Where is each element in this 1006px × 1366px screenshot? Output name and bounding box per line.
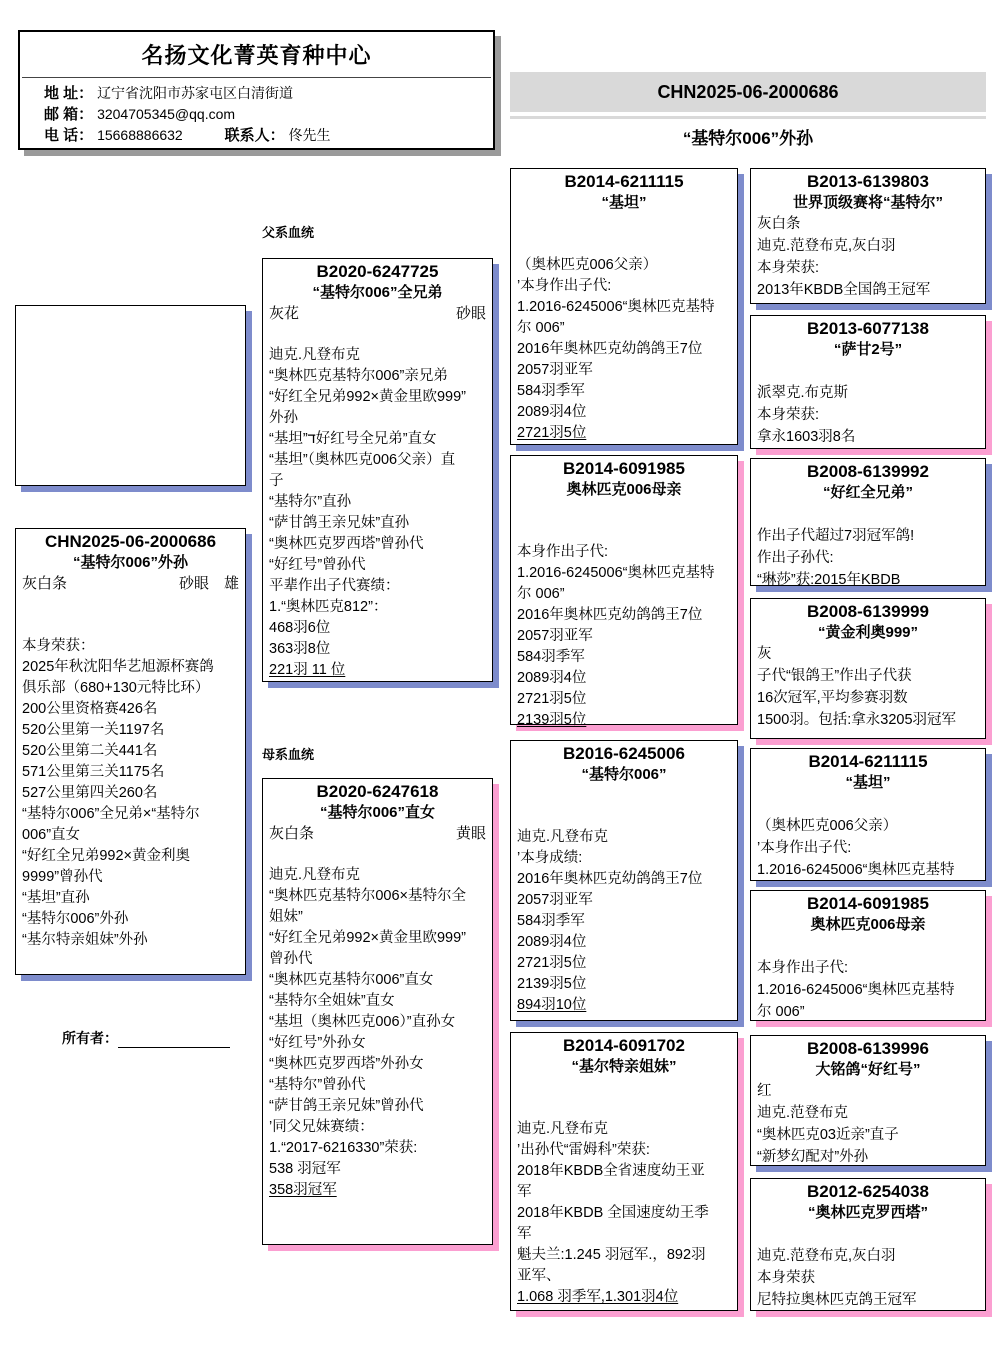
text-line: “奥林匹克罗西塔”外孙女 bbox=[269, 1056, 424, 1072]
text-line: 200公里资格赛426名 bbox=[22, 701, 158, 717]
text-line: 本身作出子代: bbox=[517, 544, 609, 560]
text-line: ’本身作出子代: bbox=[757, 840, 852, 856]
text-line: 2057羽亚军 bbox=[517, 628, 593, 644]
text-line: 曾孙代 bbox=[269, 951, 313, 967]
owner-blank-field bbox=[118, 1033, 230, 1048]
box-lines bbox=[751, 503, 985, 591]
text-line: “基特尔”直孙 bbox=[269, 494, 352, 510]
phone-line bbox=[20, 125, 493, 146]
text-line: 迪克.范登布克 bbox=[757, 1105, 849, 1121]
feather-color: 灰白条 bbox=[22, 575, 68, 592]
ring-number-bar-underline bbox=[510, 116, 986, 119]
text-line: 2057羽亚军 bbox=[517, 362, 593, 378]
text-line: 尔 006” bbox=[517, 320, 565, 336]
text-line: 584羽季军 bbox=[517, 383, 585, 399]
pigeon-name: “基特尔006”直女 bbox=[319, 804, 436, 821]
text-line: 迪克.范登布克,灰白羽 bbox=[757, 1248, 896, 1264]
pigeon-name: “基特尔006”外孙 bbox=[72, 554, 189, 571]
text-line: 迪克.凡登布克 bbox=[517, 1121, 609, 1137]
text-line: 1500羽。包括:拿永3205羽冠军 bbox=[757, 712, 957, 728]
text-line: “好红全兄弟992×黄金里欧999” bbox=[269, 389, 467, 405]
traits-row bbox=[16, 573, 245, 594]
text-line: 本身荣获: bbox=[757, 407, 820, 423]
text-line: 2025年秋沈阳华艺旭源杯赛鸽 bbox=[22, 659, 214, 675]
text-line: 本身作出子代: bbox=[757, 960, 849, 976]
pigeon-name: 奥林匹克006母亲 bbox=[566, 481, 682, 498]
text-line bbox=[757, 935, 979, 957]
text-line: 2139羽5位 bbox=[517, 712, 587, 728]
traits-row bbox=[263, 823, 492, 844]
pigeon-name: “基尔特亲姐妹” bbox=[571, 1058, 677, 1075]
text-line: （奥林匹克006父亲） bbox=[517, 257, 658, 273]
ring-number-bar: CHN2025-06-2000686 bbox=[510, 72, 986, 112]
text-line: 作出子孙代: bbox=[757, 550, 834, 566]
dam-mother-box bbox=[510, 1032, 738, 1311]
ring-number: B2014-6091702 bbox=[563, 1036, 685, 1055]
box-lines bbox=[511, 1077, 737, 1308]
ring-number: B2014-6091985 bbox=[807, 894, 929, 913]
text-line bbox=[517, 521, 731, 542]
ring-number: B2008-6139992 bbox=[807, 462, 929, 481]
ring-number: B2013-6139803 bbox=[807, 172, 929, 191]
text-line: 2057羽亚军 bbox=[517, 892, 593, 908]
text-line: 1.2016-6245006“奥林匹克基特 bbox=[517, 565, 715, 581]
text-line: “琳莎”获:2015年KBDB bbox=[757, 572, 901, 588]
ring-number: B2020-6247725 bbox=[316, 262, 439, 281]
contact-value: 佟先生 bbox=[288, 127, 331, 143]
text-line bbox=[517, 213, 731, 234]
breeding-center-card bbox=[18, 30, 495, 150]
text-line: “奥林匹克罗西塔”曾孙代 bbox=[269, 536, 424, 552]
text-line: “萨甘鸽王亲兄妹”曾孙代 bbox=[269, 1098, 424, 1114]
text-line bbox=[757, 503, 979, 525]
text-line: 本身荣获: bbox=[757, 260, 820, 276]
text-line: 红 bbox=[757, 1083, 772, 1099]
text-line: ’本身作出子代: bbox=[517, 278, 612, 294]
pigeon-name: “奥林匹克罗西塔” bbox=[807, 1204, 928, 1221]
text-line: 2089羽4位 bbox=[517, 404, 587, 420]
text-line: 2016年奥林匹克幼鸽鸽王7位 bbox=[517, 871, 703, 887]
text-line: “基特尔006”外孙 bbox=[22, 911, 129, 927]
text-line: “新梦幻配对”外孙 bbox=[757, 1149, 869, 1165]
text-line: “好红号”外孙女 bbox=[269, 1035, 366, 1051]
text-line: 2721羽5位 bbox=[517, 425, 587, 441]
text-line: 006”直女 bbox=[22, 827, 81, 843]
text-line bbox=[757, 793, 979, 815]
text-line: 姐妹” bbox=[269, 909, 303, 925]
email-line bbox=[20, 104, 493, 125]
text-line: 迪克.凡登布克 bbox=[269, 867, 361, 883]
text-line: 520公里第一关1197名 bbox=[22, 722, 165, 738]
text-line: 584羽季军 bbox=[517, 649, 585, 665]
text-line: “萨甘鸽王亲兄妹”直孙 bbox=[269, 515, 410, 531]
text-line bbox=[22, 615, 239, 636]
great-grandparent-box-5 bbox=[750, 748, 986, 881]
text-line: 2721羽5位 bbox=[517, 691, 587, 707]
ring-number: B2014-6211115 bbox=[564, 172, 684, 191]
dam-box bbox=[262, 778, 493, 1245]
photo-placeholder bbox=[15, 305, 246, 486]
text-line: 2018年KBDB 全国速度幼王季 bbox=[517, 1205, 709, 1221]
text-line bbox=[269, 844, 486, 865]
feather-color: 灰白条 bbox=[269, 825, 315, 842]
pigeon-name: “基特尔006” bbox=[581, 766, 667, 783]
text-line: “基特尔全姐妹”直女 bbox=[269, 993, 395, 1009]
ring-number: B2008-6139996 bbox=[807, 1039, 929, 1058]
text-line: 520公里第二关441名 bbox=[22, 743, 158, 759]
ring-number: B2016-6245006 bbox=[563, 744, 685, 763]
text-line bbox=[517, 1077, 731, 1098]
text-line bbox=[269, 324, 486, 345]
box-lines bbox=[511, 785, 737, 1016]
text-line bbox=[517, 1098, 731, 1119]
text-line: ’出孙代“雷姆科”荣获: bbox=[517, 1142, 650, 1158]
text-line: 外孙 bbox=[269, 410, 298, 426]
text-line: “基坦”ד好红号全兄弟”直女 bbox=[269, 431, 437, 447]
box-lines bbox=[263, 844, 492, 1201]
text-line bbox=[517, 785, 731, 806]
owner-label: 所有者： bbox=[62, 1030, 118, 1046]
box-lines bbox=[511, 500, 737, 731]
text-line: 16次冠军,平均参赛羽数 bbox=[757, 690, 908, 706]
text-line: 1.068 羽季军,1.301羽4位 bbox=[517, 1289, 679, 1305]
text-line: “奥林匹克基特尔006”直女 bbox=[269, 972, 434, 988]
email-value: 3204705345@qq.com bbox=[97, 106, 236, 122]
box-lines bbox=[751, 935, 985, 1023]
text-line: 魁夫兰:1.245 羽冠军.，892羽 bbox=[517, 1247, 706, 1263]
great-grandparent-box-1 bbox=[750, 168, 986, 304]
text-line: 2721羽5位 bbox=[517, 955, 587, 971]
ring-number: B2008-6139999 bbox=[807, 602, 929, 621]
text-line: 尔 006” bbox=[517, 586, 565, 602]
text-line: 俱乐部（680+130元特比环） bbox=[22, 680, 210, 696]
text-line: ’同父兄妹赛绩： bbox=[269, 1119, 374, 1135]
pigeon-name: “萨甘2号” bbox=[833, 341, 903, 358]
sire-box bbox=[262, 258, 493, 682]
address-line bbox=[20, 83, 493, 104]
pigeon-name: “基坦” bbox=[845, 774, 891, 791]
pigeon-name: 奥林匹克006母亲 bbox=[810, 916, 926, 933]
text-line: 2139羽5位 bbox=[517, 976, 587, 992]
great-grandparent-box-6 bbox=[750, 890, 986, 1021]
text-line: 迪克.凡登布克 bbox=[269, 347, 361, 363]
email-label: 邮 箱： bbox=[44, 106, 94, 123]
text-line bbox=[517, 806, 731, 827]
pigeon-name: “好红全兄弟” bbox=[822, 484, 913, 501]
great-grandparent-box-2 bbox=[750, 315, 986, 449]
text-line: “基坦”（奥林匹克006父亲）直 bbox=[269, 452, 456, 468]
ring-number: B2014-6091985 bbox=[563, 459, 685, 478]
text-line: 894羽10位 bbox=[517, 997, 587, 1013]
pigeon-name: “黄金利奥999” bbox=[817, 624, 919, 641]
text-line bbox=[757, 1223, 979, 1245]
ring-number: B2014-6211115 bbox=[808, 752, 928, 771]
text-line: “好红全兄弟992×黄金利奥 bbox=[22, 848, 190, 864]
text-line: “基特尔”曾孙代 bbox=[269, 1077, 366, 1093]
box-lines bbox=[16, 594, 245, 951]
great-grandparent-box-8 bbox=[750, 1178, 986, 1311]
pigeon-name: 大铭鸽“好红号” bbox=[815, 1061, 921, 1078]
text-line: “基特尔006”全兄弟×“基特尔 bbox=[22, 806, 200, 822]
text-line: “奥林匹克基特尔006×基特尔全 bbox=[269, 888, 466, 904]
text-line: 亚军、 bbox=[517, 1268, 561, 1284]
ring-number: B2012-6254038 bbox=[807, 1182, 929, 1201]
text-line: “基坦”直孙 bbox=[22, 890, 90, 906]
text-line: 灰 bbox=[757, 646, 772, 662]
contact-label: 联系人： bbox=[224, 127, 285, 144]
great-grandparent-box-3 bbox=[750, 458, 986, 586]
text-line bbox=[22, 594, 239, 615]
text-line: 子 bbox=[269, 473, 284, 489]
text-line: 584羽季军 bbox=[517, 913, 585, 929]
text-line: 221羽 11 位 bbox=[269, 662, 346, 678]
text-line: “奥林匹克03近亲”直子 bbox=[757, 1127, 899, 1143]
text-line: 子代“银鸽王”作出子代获 bbox=[757, 668, 912, 684]
text-line: 本身荣获： bbox=[22, 638, 95, 654]
text-line: 灰白条 bbox=[757, 216, 801, 232]
text-line bbox=[517, 234, 731, 255]
subject-pigeon-box bbox=[15, 528, 246, 975]
text-line: 9999”曾孙代 bbox=[22, 869, 103, 885]
text-line: 军 bbox=[517, 1226, 532, 1242]
great-grandparent-box-4 bbox=[750, 598, 986, 739]
ring-number: B2020-6247618 bbox=[316, 782, 439, 801]
sire-father-box bbox=[510, 168, 738, 445]
text-line: “基坦（奥林匹克006）”直孙女 bbox=[269, 1014, 456, 1030]
box-lines bbox=[511, 213, 737, 444]
dam-father-box bbox=[510, 740, 738, 1021]
header-divider bbox=[22, 77, 491, 78]
box-lines bbox=[751, 793, 985, 881]
text-line: 468羽6位 bbox=[269, 620, 331, 636]
text-line: 363羽8位 bbox=[269, 641, 331, 657]
text-line: 军 bbox=[517, 1184, 532, 1200]
text-line: “好红号”曾孙代 bbox=[269, 557, 366, 573]
text-line: 迪克.范登布克,灰白羽 bbox=[757, 238, 896, 254]
address-value: 辽宁省沈阳市苏家屯区白清街道 bbox=[97, 85, 294, 101]
text-line: （奥林匹克006父亲） bbox=[757, 818, 898, 834]
text-line: 拿永1603羽8名 bbox=[757, 429, 856, 445]
text-line bbox=[757, 360, 979, 382]
phone-value: 15668886632 bbox=[97, 127, 183, 143]
text-line: 2089羽4位 bbox=[517, 670, 587, 686]
text-line: 本身荣获 bbox=[757, 1270, 815, 1286]
sire-mother-box bbox=[510, 455, 738, 728]
text-line: 571公里第三关1175名 bbox=[22, 764, 165, 780]
box-lines bbox=[263, 324, 492, 681]
eye-color: 黄眼 bbox=[455, 825, 486, 842]
address-label: 地 址： bbox=[44, 85, 94, 102]
paternal-lineage-label: 父系血统 bbox=[262, 225, 315, 240]
feather-color: 灰花 bbox=[269, 305, 300, 322]
ring-number: B2013-6077138 bbox=[807, 319, 929, 338]
pigeon-title: “基特尔006”外孙 bbox=[682, 129, 814, 148]
ring-number: CHN2025-06-2000686 bbox=[44, 532, 217, 551]
box-lines bbox=[751, 1080, 985, 1168]
text-line: 1.2016-6245006“奥林匹克基特 bbox=[757, 862, 955, 878]
box-lines bbox=[751, 643, 985, 731]
text-line: 尔 006” bbox=[757, 1004, 805, 1020]
great-grandparent-box-7 bbox=[750, 1035, 986, 1166]
text-line: 2013年KBDB全国鸽王冠军 bbox=[757, 282, 931, 298]
text-line: 派翠克.布克斯 bbox=[757, 385, 849, 401]
text-line: 1.2016-6245006“奥林匹克基特 bbox=[517, 299, 715, 315]
pigeon-name: 世界顶级赛将“基特尔” bbox=[792, 194, 943, 211]
text-line bbox=[517, 500, 731, 521]
text-line: “基尔特亲姐妹”外孙 bbox=[22, 932, 148, 948]
text-line: 1.2016-6245006“奥林匹克基特 bbox=[757, 982, 955, 998]
box-lines bbox=[751, 213, 985, 301]
text-line: “奥林匹克基特尔006”亲兄弟 bbox=[269, 368, 448, 384]
box-lines bbox=[751, 1223, 985, 1311]
text-line: 527公里第四关260名 bbox=[22, 785, 158, 801]
pigeon-name: “基坦” bbox=[601, 194, 647, 211]
text-line: 2016年奥林匹克幼鸽鸽王7位 bbox=[517, 341, 703, 357]
text-line: 尼特拉奥林匹克鸽王冠军 bbox=[757, 1292, 917, 1308]
text-line: 2016年奥林匹克幼鸽鸽王7位 bbox=[517, 607, 703, 623]
text-line: 2018年KBDB全省速度幼王亚 bbox=[517, 1163, 705, 1179]
phone-label: 电 话： bbox=[44, 127, 94, 144]
text-line: 538 羽冠军 bbox=[269, 1161, 341, 1177]
text-line: 平辈作出子代赛绩： bbox=[269, 578, 400, 594]
text-line: 358羽冠军 bbox=[269, 1182, 337, 1198]
text-line: 2089羽4位 bbox=[517, 934, 587, 950]
text-line: 作出子代超过7羽冠军鸽! bbox=[757, 528, 915, 544]
text-line: ’本身成绩: bbox=[517, 850, 583, 866]
maternal-lineage-label: 母系血统 bbox=[262, 747, 315, 762]
owner-line bbox=[62, 1028, 230, 1048]
text-line: 1.“2017-6216330”荣获: bbox=[269, 1140, 418, 1156]
text-line: “好红全兄弟992×黄金里欧999” bbox=[269, 930, 467, 946]
eye-and-sex: 砂眼 雄 bbox=[178, 575, 239, 592]
text-line: 迪克.凡登布克 bbox=[517, 829, 609, 845]
traits-row bbox=[263, 303, 492, 324]
pigeon-name: “基特尔006”全兄弟 bbox=[312, 284, 443, 301]
eye-color: 砂眼 bbox=[455, 305, 486, 322]
text-line: 1.“奥林匹克812”： bbox=[269, 599, 388, 615]
breeding-center-name: 名扬文化菁英育种中心 bbox=[141, 43, 372, 68]
box-lines bbox=[751, 360, 985, 448]
